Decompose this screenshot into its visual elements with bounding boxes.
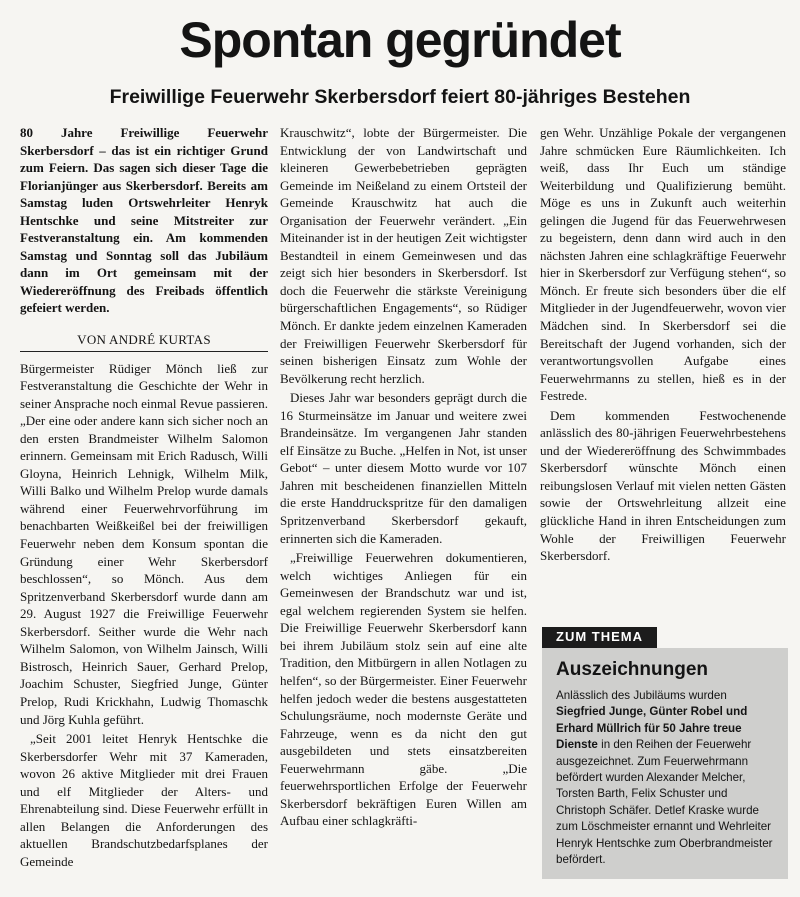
- sidebar-honorees: Siegfried Junge, Günter Robel und Erhard Müllrich für 50 Jahre treue Dienste: [556, 705, 748, 752]
- article-column-3: [540, 124, 786, 594]
- paragraph: Dem kommenden Festwochenende anlässlich des 80-jährigen Feuerwehrbestehens und der Wiedereröffnung des Schwimmbades Skerbersdorf wünschte Mönch einen reibungslosen Verlauf mit vielen netten Gästen sowie der Ortswehrleitung allzeit eine glückliche Hand in ihren Entscheidungen zum Wohle der Freiwilligen Feuerwehr Skerbersdorf.: [540, 407, 786, 564]
- article-column-2: [280, 124, 527, 894]
- sidebar-label: ZUM THEMA: [542, 627, 657, 648]
- article-column-1: [20, 124, 268, 884]
- sidebar-text-before: Anlässlich des Jubiläums wurden: [556, 689, 727, 702]
- paragraph: Bürgermeister Rüdiger Mönch ließ zur Festveranstaltung die Geschichte der Wehr in seiner Ansprache noch einmal Revue passieren. „Der eine oder andere kann sich sicher noch an den ersten Brandmeister Wilhelm Salomon erinnern. Gemeinsam mit Erich Radusch, Willi Gloyna, Heinrich Lehnigk, Wilhelm Milk, Willi Balko und Wilhelm Prelop wurde damals während einer Feuerwehrvorführung im benachbarten Weißkeißel bei der freiwilligen Feuerwehr neben dem Konsum spontan die Gründung einer Wehr Skerbersdorf beschlossen“, so Mönch. Aus dem Spritzenverband Skerbersdorf wurde dann am 29. August 1927 die Freiwillige Feuerwehr Skerbersdorf. Seither wurde die Wehr nach Wilhelm Salomon, von Wilhelm Jainsch, Willi Bistrosch, Heinrich Sauer, Gerhard Prelop, Joachim Schuster, Siegfried Junge, Günter Prelop, Rudi Krickhahn, Ludwig Thomaschk und Jörg Kuhla geführt.: [20, 360, 268, 727]
- byline: VON ANDRÉ KURTAS: [20, 331, 268, 352]
- sidebar-box: [542, 648, 788, 879]
- paragraph: Dieses Jahr war besonders geprägt durch die 16 Sturmeinsätze im Januar und weitere zwei Brandeinsätze. Im vergangenen Jahr standen elf Einsätze zu Buche. „Helfen in Not, ist unser Gebot“ – unter diesem Motto wurde vor 107 Jahren mit bescheidenen finanziellen Mitteln die erste Handdruckspritze für den damaligen Spritzenverband Skerbersdorf gekauft, erinnerten sich die Kameraden.: [280, 390, 527, 546]
- paragraph: „Seit 2001 leitet Henryk Hentschke die Skerbersdorfer Wehr mit 37 Kameraden, wovon 26 aktive Mitglieder mit drei Frauen und elf Mitglieder der Alters- und Ehrenabteilung sind. Diese Feuerwehr erfüllt in allen Belangen die Anforderungen des aktuellen Brandschutzbedarfsplanes der Gemeinde: [20, 731, 268, 869]
- sidebar-body: [556, 688, 774, 868]
- paragraph: „Freiwillige Feuerwehren dokumentieren, welch wichtiges Anliegen für ein Gemeinwesen der Brandschutz war und ist, egal welchem regierenden System sie helfen. Die Freiwillige Feuerwehr Skerbersdorf kann bei ihrem Jubiläum stolz sein auf eine alte Tradition, den Mitbürgern in allen Notlagen zu helfen“, so der Bürgermeister. Einer Feuerwehr helfen jedoch weder die bestens ausgestatteten Schulungsräume, noch modernste Geräte und Fahrzeuge, wenn es da nicht den gut ausgebildeten und stets einsatzbereiten Feuerwehrmann gäbe. „Die feuerwehrsportlichen Erfolge der Feuerwehr Skerbersdorf bekräftigen Euren Willen am Aufbau einer schlagkräfti-: [280, 550, 527, 829]
- headline: Spontan gegründet: [179, 12, 621, 68]
- paragraph: Krauschwitz“, lobte der Bürgermeister. Die Entwicklung der von Landwirtschaft und kleineren Gewerbebetrieben geprägten Gemeinde im Neißeland zu einem Ortsteil der Gemeinde Krauschwitz hat auch die Organisation der Feuerwehr verändert. „Ein Miteinander ist in der heutigen Zeit wichtigster Bestandteil in einem Gemeinwesen und das zeigt sich hier besonders in Skerbersdorf. Ist doch die Feuerwehr die stärkste Vereinigung bürgerschaftlichen Engagements“, so Rüdiger Mönch. Er dankte jedem einzelnen Kameraden der Freiwilligen Feuerwehr Skerbersdorf für seinen bisherigen Einsatz zum Wohle der Bevölkerung recht herzlich.: [280, 125, 527, 386]
- info-sidebar: [542, 627, 788, 885]
- sidebar-title: Auszeichnungen: [556, 659, 709, 680]
- article-intro: 80 Jahre Freiwillige Feuerwehr Skerbersdorf – das ist ein richtiger Grund zum Feiern. Das sagen sich dieser Tage die Florianjünger aus Skerbersdorf. Bereits am Samstag luden Ortswehrleiter Henryk Hentschke und seine Mitstreiter zur Festveranstaltung ein. Am kommenden Samstag und Sonntag soll das Jubiläum dann im Ort gemeinsam mit der Wiedereröffnung des Freibads öffentlich gefeiert werden.: [20, 125, 268, 316]
- subheadline: Freiwillige Feuerwehr Skerbersdorf feiert 80-jähriges Bestehen: [109, 86, 691, 108]
- sidebar-text-after: in den Reihen der Feuerwehr ausgezeichnet. Zum Feuerwehrmann befördert wurden Alexander Melcher, Torsten Barth, Felix Schuster und Christoph Schäfer. Detlef Kraske wurde zum Löschmeister ernannt und Wehrleiter Henryk Hentschke zum Oberbrandmeister befördert.: [556, 738, 773, 867]
- paragraph: gen Wehr. Unzählige Pokale der vergangenen Jahre schmücken Eure Räumlichkeiten. Ich weiß, dass Ihr Euch um ständige Weiterbildung und Qualifizierung bemüht. Möge es uns in Zukunft auch weiterhin gelingen die Jugend für das Feuerwehrwesen zu begeistern, denn dann wird auch in den nächsten Jahren eine schlagkräftige Feuerwehr hier in Skerbersdorf zur Verfügung stehen“, so Mönch. Er freute sich besonders über die elf Mitglieder in der Jugendfeuerwehr, wovon vier Mädchen sind. In Skerbersdorf sei die Bereitschaft der Jugend vorhanden, sich der verantwortungsvollen Aufgabe eines Feuerwehrmanns zu stellen, hieß es in der Festrede.: [540, 125, 786, 404]
